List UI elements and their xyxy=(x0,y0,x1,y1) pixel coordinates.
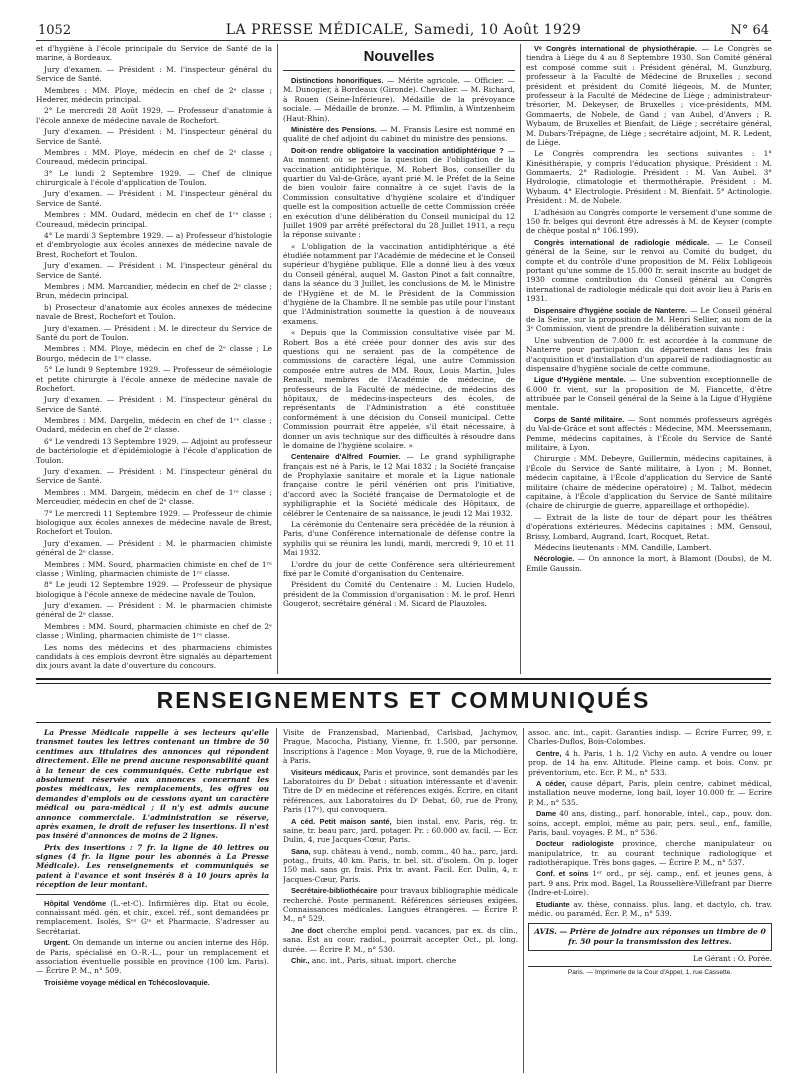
concours-paragraph: Jury d'examen. — Président : M. l'inspecteur général du Service de Santé. xyxy=(36,261,272,280)
concours-paragraph: Les noms des médecins et des pharmaciens chimistes candidats à ces emplois devront être signalés au département dix jours avant la date d'ouverture du concours. xyxy=(36,642,272,671)
concours-paragraph: 3° Le lundi 2 Septembre 1929. — Chef de clinique chirurgicale à l'école d'application de Toulon. xyxy=(36,168,272,188)
classifieds-rates: Prix des insertions : 7 fr. la ligne de 40 lettres ou signes (4 fr. la ligne pour les abonnés à La Presse Médicale). Les renseignements et communiqués se paient à l'avance et sont insérés 8 à 10 jours après la réception de leur montant. xyxy=(36,842,269,890)
classified-ad xyxy=(36,938,269,976)
concours-paragraph: Membres : MM. Sourd, pharmacien chimiste en chef de 2ᵉ classe ; Winling, pharmacien chimiste de 1ʳᵉ classe. xyxy=(36,621,272,641)
concours-paragraph: Membres : MM. Dargein, médecin en chef de 1ʳᵉ classe ; Merceudier, médecin en chef de 2ᵉ classe. xyxy=(36,487,272,507)
column-divider xyxy=(520,44,521,674)
ad-body: cherche emploi pend. vacances, par ex. ds clin., sana. Est au cour. radiol., pourrait accepter Oct., pl. long. durée. — Écrire P. M., n° 530. xyxy=(283,925,518,954)
ad-body: sup. château à vend., nomb. comm., 40 ha., parc, jard. potag., fruits, 40 km. Paris, tr. bel. sit. d'isolem. On p. loger 150 mal. sans gr. frais. Prix tr. avant. Facil. Ecr. Dulin, 4, r. Jacques-Cœur, Paris. xyxy=(283,846,518,884)
ad-body: pour travaux bibliographie médicale recherché. Poste permanent. Références sérieuses exigées. Connaissances médicales. Langues étrangères. — Écrire P. M., n° 529. xyxy=(283,886,518,924)
ad-body: anc. int., Paris, situat. import. cherche xyxy=(311,955,457,965)
concours-paragraph: Jury d'examen. — Président : M. l'inspecteur général du Service de Santé. xyxy=(36,127,272,146)
ad-title: Conf. et soins xyxy=(536,869,589,879)
news-item-title: Nécrologie. xyxy=(534,554,575,564)
ad-title: A céd. Petit maison santé, xyxy=(291,816,392,826)
news-paragraph: Médecins lieutenants : MM. Candille, Lambert. xyxy=(534,542,712,552)
page-number: 1052 xyxy=(38,23,72,38)
column-divider xyxy=(277,44,278,674)
classified-ad xyxy=(283,817,518,845)
concours-paragraph: Jury d'examen. — Président : M. l'inspecteur général du Service de Santé. xyxy=(36,189,272,208)
issue-number: N° 64 xyxy=(730,23,769,38)
concours-paragraph: 6° Le vendredi 13 Septembre 1929. — Adjoint au professeur de bactériologie et d'épidémiologie à l'école d'application de Toulon. xyxy=(36,436,272,465)
classified-ad xyxy=(528,869,772,897)
divider xyxy=(36,894,269,895)
news-item xyxy=(283,146,515,240)
ad-title: Jne doct xyxy=(291,925,324,935)
printer-imprint: Paris. — Imprimerie de la Cour d'Appel, 1, rue Cassette. xyxy=(528,966,772,977)
concours-paragraph: 7° Le mercredi 11 Septembre 1929. — Professeur de chimie biologique aux écoles annexes de médecine navale de Brest, Rochefort et Toulon. xyxy=(36,508,272,537)
ad-body: cause départ, Paris, plein centre, cabinet médical, installation neuve moderne, long bail, loyer 10.000 fr. — Ecrire P. M., n° 535. xyxy=(528,778,772,807)
classified-ad-continued: assoc. anc. int., capit. Garanties indisp. — Écrire Furrer, 99, r. Charles-Duflos, Bois-Colombes. xyxy=(528,728,772,747)
ad-title: Secrétaire-bibliothécaire xyxy=(291,886,378,896)
concours-paragraph: 5° Le lundi 9 Septembre 1929. — Professeur de séméiologie et petite chirurgie à l'école annexe de médecine navale de Rochefort. xyxy=(36,365,272,393)
concours-paragraph: Jury d'examen. — Président : M. le directeur du Service de Santé du port de Toulon. xyxy=(36,323,272,342)
concours-paragraph: et d'hygiène à l'école principale du Service de Santé de la marine, à Bordeaux. xyxy=(36,44,272,63)
ad-title: Urgent. xyxy=(44,938,70,948)
classifieds-column-2 xyxy=(283,728,518,1068)
concours-paragraph: Membres : MM. Marcandier, médecin en chef de 2ᵉ classe ; Brun, médecin principal. xyxy=(36,281,272,301)
concours-paragraph: Membres : MM. Ploye, médecin en chef de 2ᵉ classe ; Coureaud, médecin principal. xyxy=(36,147,272,167)
ad-body: Paris et province, sont demandés par les Laboratoires du Dʳ Debat : situation intéressante et d'avenir. Titre de Dʳ en médecine et références exigés. Écrire, en citant références, aux Laboratoires du Dʳ Debat, 60, rue de Prony, Paris (17ᵉ), qui convoquera. xyxy=(283,767,518,815)
classifieds-intro xyxy=(36,728,269,890)
news-item-body: — Sont nommés professeurs agrégés du Val-de-Grâce et sont affectés : Médecine, MM. Meerssemann, Pemme, médecins capitaines, à l'École du Service de Santé militaire, à Lyon. xyxy=(526,414,772,453)
news-item-body: — Le Conseil général de la Seine, sur la proposition de M. Henri Sellier, au nom de la 3ᵉ Commission, vient de prendre la délibération suivante : xyxy=(526,305,772,334)
column-3-nouvelles xyxy=(526,44,772,674)
classified-ad xyxy=(528,839,772,867)
news-item-body: — Le grand syphiligraphe français est né à Paris, le 12 Mai 1832 ; la Société française de Prophylaxie sanitaire et morale et la Ligue nationale française contre le péril vénérien ont pris l'initiative, d'accord avec la Société française de Dermatologie et de syphiligraphie et la Société médicale des Hôpitaux, de célébrer le Centenaire de sa naissance, le jeudi 12 Mai 1932. xyxy=(283,452,515,518)
concours-paragraph: 4° Le mardi 3 Septembre 1929. — a) Professeur d'histologie et d'embryologie aux écoles annexes de médecine navale de Brest, Rochefort et Toulon. xyxy=(36,231,272,259)
news-item xyxy=(526,415,772,453)
concours-paragraph: Membres : MM. Ploye, médecin en chef de 2ᵉ classe ; Le Bourgo, médecin de 1ʳᵉ classe. xyxy=(36,344,272,363)
concours-paragraph: 8° Le jeudi 12 Septembre 1929. — Professeur de physique biologique à l'école annexe de médecine navale de Toulon. xyxy=(36,580,272,599)
ad-body: bien instal. env. Paris, rég. tr. saine, tr. beau parc, jard. potager. Pr. : 60.000 av. facil. — Ecr. Dulin, 4, rue Jacques-Cœur, Paris. xyxy=(283,816,518,845)
section-divider xyxy=(36,678,771,684)
ad-title: Docteur radiologiste xyxy=(536,839,614,849)
classified-ad-continued: Visite de Franzensbad, Marienbad, Carlsbad, Jachymov, Prague, Macocha, Pistiany, Vienne, fr. 1.500, par personne. Inscriptions à l'agence : Mon Voyage, 9, rue de la Michodière, à Paris. xyxy=(283,728,518,766)
section-divider xyxy=(36,722,771,724)
classified-ad xyxy=(283,926,518,954)
concours-paragraph: Jury d'examen. — Président : M. le pharmacien chimiste général de 2ᵉ classe. xyxy=(36,601,272,620)
news-item-title: Corps de Santé militaire. xyxy=(534,414,625,424)
classified-ad xyxy=(528,779,772,807)
news-item xyxy=(526,554,772,573)
column-2-nouvelles xyxy=(283,44,515,674)
classified-ad xyxy=(283,956,518,965)
classifieds-column-1 xyxy=(36,728,269,1068)
news-item-body: — Une subvention exceptionnelle de 6.000 fr. vient, sur la proposition de M. Fiancette, d'être attribuée par le Conseil général de la Seine à la Ligue d'Hygiène mentale. xyxy=(526,375,772,413)
page-header xyxy=(36,20,771,41)
news-item-body: — M. Fransis Lesire est nommé en qualité de chef adjoint du cabinet du ministre des pensions. xyxy=(283,125,515,144)
ad-body: 4 h. Paris, 1 h. 1/2 Vichy en auto. A vendre ou louer prop. de 14 ha env. Altitude. Pleine camp. et bois. Conv. pr préventorium, etc. Ecr. P. M., n° 533. xyxy=(528,748,772,777)
news-paragraph: « L'obligation de la vaccination antidiphtérique a été étudiée notamment par l'Académie de médecine et le Conseil supérieur d'hygiène publique. Elle a donné lieu à des vœux du Conseil général, auquel M. Gaston Pinot a fait connaître, dans la séance du 3 Juillet, les conclusions de M. le Ministre de l'Hygiène et de M. le Président de la Commission d'hygiène de la Chambre. Il ne semble pas utile pour l'instant que l'Administration soumette la question à de nouveaux examens. xyxy=(283,241,515,326)
concours-paragraph: Membres : MM. Dargelin, médecin en chef de 1ʳᵉ classe ; Oudard, médecin en chef de 2ᵉ classe. xyxy=(36,416,272,435)
ad-title: Visiteurs médicaux, xyxy=(291,767,361,777)
news-item-body: — Mérite agricole. — Officier. — M. Dunogier, à Bordeaux (Gironde). Chevalier. — M. Richard, à Rouen (Seine-Inférieure). Médaille de la prévoyance sociale. — Médaille de bronze. — M. Pflimlin, à Wintzenheim (Haut-Rhin). xyxy=(283,76,515,123)
ad-title: Sana, xyxy=(291,846,311,856)
concours-paragraph: Jury d'examen. — Président : M. l'inspecteur général du Service de Santé. xyxy=(36,64,272,84)
ad-body: (L.-et-C). Infirmières dip. Etat ou école, connaissant méd. gén. et chir., excel. réf., sont demandées pr remplacement. Isolés, Sᵉˢ Gᵗᵉ et Pharmacie. S'adresser au Secrétariat. xyxy=(36,898,269,936)
classified-ad xyxy=(528,809,772,837)
news-paragraph: Le Congrès comprendra les sections suivantes : 1° Kinésithérapie, y compris l'éducation physique. Président : M. Gommaerts. 2° Radiologie. Président : M. Van Aubel. 3° Hydrologie, climatologie et thermothérapie. Président : M. Wybaum. 4° Electrologie. Président : M. Bienfait. 5° Actinologie. Président : M. de Nobele. xyxy=(526,149,772,206)
news-item-title: Congrès international de radiologie médicale. xyxy=(534,237,710,247)
news-item xyxy=(283,452,515,518)
news-item xyxy=(526,238,772,304)
concours-paragraph: Jury d'examen. — Président : M. l'inspecteur général du Service de Santé. xyxy=(36,467,272,486)
news-paragraph: L'adhésion au Congrès comporte le versement d'une somme de 150 fr. belges qui devront être adressés à M. de Keyser (compte de chèque postal n° 106.199). xyxy=(526,207,772,236)
classified-ad xyxy=(36,899,269,937)
concours-paragraph: Jury d'examen. — Président : M. l'inspecteur général du Service de Santé. xyxy=(36,395,272,414)
notice-box: AVIS. — Prière de joindre aux réponses un timbre de 0 fr. 50 pour la transmission des lettres. xyxy=(528,923,772,950)
concours-paragraph: b) Prosecteur d'anatomie aux écoles annexes de médecine navale de Brest, Rochefort et Toulon. xyxy=(36,302,272,322)
news-item-title: Centenaire d'Alfred Fournier. xyxy=(291,452,401,462)
ad-body: On demande un interne ou ancien interne des Hôp. de Paris, spécialisé en O.-R.-L., pour un remplacement et association éventuelle possible en province (100 km. Paris). — Écrire P. M., n° 509. xyxy=(36,938,269,976)
ad-body: av. thèse, connaiss. plus. lang. et dactylo, ch. trav. médic. ou paraméd. Écr. P. M., n° 539. xyxy=(528,899,772,919)
section-title-renseignements: RENSEIGNEMENTS ET COMMUNIQUÉS xyxy=(156,687,651,713)
news-item-body: — Le Congrès se tiendra à Liège du 4 au 8 Septembre 1930. Son Comité général est composé comme suit : Président général, M. Gunzburg, professeur à la Faculté de Médecine de Bruxelles ; second président et président du Comité liégeois, M. de Munter, professeur à la Faculté de Médecine de Liège ; administrateur-trésorier, M. Dekeyser, de Bruxelles ; vice-présidents, MM. Gommaerts, de Nobele, de Gand ; van Aubel, d'Anvers ; R. Wybaum, de Bruxelles et Bienfait, de Liège ; secrétaire général, M. Dubars-Trépagne, de Liège ; secrétaire adjoint, M. R. Ledent, de Liège. xyxy=(526,44,772,147)
ad-body: 1ᵉʳ ord., pr séj. camp., enf. et jeunes gens, à part. 9 ans. Prix mod. Bagel, La Rousselière-Villefrant par Dierre (Indre-et-Loire). xyxy=(528,869,772,898)
concours-paragraph: Jury d'examen. — Président : M. le pharmacien chimiste général de 2ᵉ classe. xyxy=(36,538,272,558)
news-paragraph: Une subvention de 7.000 fr. est accordée à la commune de Nanterre pour participation du département dans les frais d'acquisition et d'installation d'un appareil de radiodiagnostic au dispensaire d'hygiène sociale de cette commune. xyxy=(526,335,772,373)
classifieds-column-3 xyxy=(528,728,772,1068)
classified-ad xyxy=(283,768,518,815)
news-item-body: — Le Conseil général de la Seine, sur le renvoi au Comité du budget, du compte et du contrôle d'une proposition de M. Félix Lobligeois portant qu'une somme de 15.000 fr. serait inscrite au budget de 1930 comme contribution du Conseil général au Congrès international de radiologie médicale qui doit avoir lieu à Paris en 1931. xyxy=(526,237,772,304)
ad-title: Troisième voyage médical en Tchécoslovaquie. xyxy=(44,977,210,987)
section-title-nouvelles: Nouvelles xyxy=(283,44,515,71)
classified-ad xyxy=(528,749,772,777)
ad-title: Dame xyxy=(536,809,557,819)
ad-title: Etudiante xyxy=(536,899,570,909)
ad-title: A céder, xyxy=(536,778,567,788)
classified-ad xyxy=(283,886,518,924)
ad-body: province, cherche manipulateur ou manipulatrice, tr. au courant technique radiologique et radiothérapique. Très bons gages. — Écrire P. M., n° 537. xyxy=(528,839,772,868)
news-paragraph: La cérémonie du Centenaire sera précédée de la réunion à Paris, d'une Conférence internationale de défense contre la syphilis qui se réunira les lundi, mardi, mercredi 9, 10 et 11 Mai 1932. xyxy=(283,520,515,558)
news-paragraph: « Depuis que la Commission consultative visée par M. Robert Bos a été créée pour donner des avis sur des questions qui ne seraient pas de la compétence de commissions de caractère légal, une autre Commission composée entre autres de MM. Roux, Louis Martin, Jules Renault, membres de l'Académie de médecine, de professeurs de la Faculté de médecine, de médecins des hôpitaux, de médecins-inspecteurs des écoles, de représentants de l'Administration a été constituée conformément à une décision du Conseil municipal. Cette Commission pourrait être appelée, s'il était nécessaire, à donner un avis technique sur des difficultés à résoudre dans le domaine de l'hygiène scolaire. » xyxy=(283,328,515,450)
page-header-title: LA PRESSE MÉDICALE, Samedi, 10 Août 1929 xyxy=(225,22,582,38)
concours-paragraph: Membres : MM. Sourd, pharmacien chimiste en chef de 1ʳᵉ classe ; Winling, pharmacien chimiste de 1ʳᵉ classe. xyxy=(36,559,272,578)
news-item xyxy=(526,44,772,147)
column-1-concours xyxy=(36,44,272,674)
ad-title: Centre, xyxy=(536,748,562,758)
classified-ad xyxy=(528,900,772,919)
news-paragraph: Chirurgie : MM. Debeyre, Guillermin, médecins capitaines, à l'École du Service de Santé militaire, à Lyon ; M. Bonnet, médecin capitaine, à l'École d'application du Service de Santé militaire (chaire de médecine opératoire) ; M. Talbot, médecin capitaine, à l'École d'application du Service de Santé militaire (chaire de chirurgie de guerre, appareillage et orthopédie). xyxy=(526,454,772,511)
concours-paragraph: Membres : MM. Ploye, médecin en chef de 2ᵉ classe ; Hederer, médecin principal. xyxy=(36,85,272,104)
news-item-title: Distinctions honorifiques. xyxy=(291,76,384,86)
classifieds-notice: La Presse Médicale rappelle à ses lecteurs qu'elle transmet toutes les lettres contenant un timbre de 50 centimes aux titulaires des annonces qui répondent directement. Elle ne prend aucune responsabilité quant à la teneur de ces communiqués. Cette rubrique est absolument réservée aux annonces concernant les postes médicaux, les remplacements, les offres ou demandes d'emplois ou de cessions ayant un caractère médical ou para-médical ; il n'y est admis aucune annonce commerciale. L'administration se réserve, après examen, le droit de refuser les insertions. Il n'est pas inséré d'annonces de moins de 2 lignes. xyxy=(36,728,269,841)
news-paragraph: Président du Comité du Centenaire : M. Lucien Hudelo, président de la Commission d'organisation : M. le prof. Henri Gougerot, secrétaire général : M. Sicard de Plauzoles. xyxy=(283,580,515,609)
news-item-title: Ministère des Pensions. xyxy=(291,125,377,134)
news-item-title: Ligue d'Hygiène mentale. xyxy=(534,375,626,385)
news-item-title: Dispensaire d'hygiène sociale de Nanterre. xyxy=(534,305,688,315)
column-divider xyxy=(276,728,277,1073)
classified-ad xyxy=(283,847,518,885)
news-item-title: Doit-on rendre obligatoire la vaccination antidiphtérique ? xyxy=(291,145,504,155)
concours-paragraph: Membres : MM. Oudard, médecin en chef de 1ʳᵉ classe ; Coureaud, médecin principal. xyxy=(36,210,272,229)
ad-title: Chir., xyxy=(291,955,310,965)
publisher-manager: Le Gérant : O. Porée. xyxy=(693,953,772,963)
news-item-body: — Au moment où se pose la question de l'obligation de la vaccination antidiphtérique, M. Robert Bos, conseiller du quartier du Val-de-Grâce, ayant prié M. le Préfet de la Seine de bien vouloir faire connaître à ce sujet l'avis de la Commission consultative d'hygiène scolaire et d'indiquer quelle est la composition actuelle de cette Commission créée en exécution d'une délibération du Conseil municipal du 12 Juillet 1909 par arrêté préfectoral du 28 Juillet 1911, a reçu la réponse suivante : xyxy=(283,145,515,240)
ad-body: 40 ans, disting., parf. honorable, intel., cap., pouv. don. soins, accept. emploi, même au pair, pers. seul., enf., famille, Paris, baul. voyages. P. M., n° 536. xyxy=(528,809,772,837)
news-item xyxy=(526,306,772,334)
news-item xyxy=(283,76,515,123)
news-item xyxy=(526,375,772,413)
news-item xyxy=(283,125,515,144)
news-item-body: — On annonce la mort, à Blamont (Doubs), de M. Emile Gaussin. xyxy=(526,554,772,573)
column-divider xyxy=(523,728,524,1073)
news-paragraph: L'ordre du jour de cette Conférence sera ultérieurement fixé par le Comité d'organisation du Centenaire. xyxy=(283,559,515,578)
news-item-title: Vᵉ Congrès international de physiothérapie. xyxy=(534,44,697,53)
ad-title: Hôpital Vendôme xyxy=(44,898,107,908)
classified-ad xyxy=(36,978,269,987)
news-paragraph: — Extrait de la liste de tour de départ pour les théâtres d'opérations extérieures. Médecins capitaines : MM. Gensoul, Brissy, Lombard, Augrand, Icart, Rocquet, Retat. xyxy=(526,512,772,541)
concours-paragraph: 2° Le mercredi 28 Août 1929. — Professeur d'anatomie à l'école annexe de médecine navale de Rochefort. xyxy=(36,106,272,125)
